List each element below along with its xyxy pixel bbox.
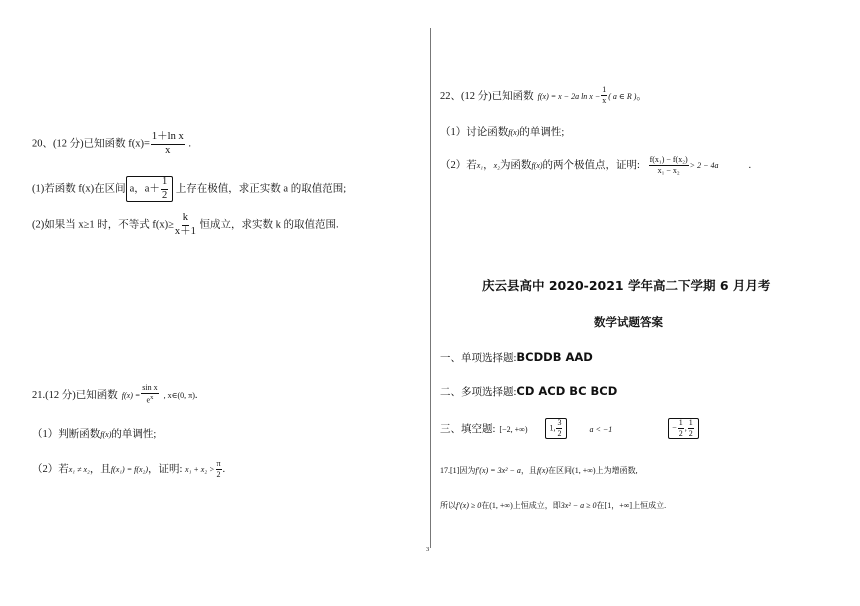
fill-blank-answer-4-frac2-num: 1 — [688, 418, 693, 427]
q21-part2-frac-num: π — [216, 459, 221, 468]
q20-part2-frac-den: x＋1 — [174, 225, 196, 237]
fill-blank-answer-4-frac1-den: 2 — [678, 429, 683, 438]
q17-line2-text-a: 所以 — [440, 501, 456, 510]
q20-prefix: 20、(12 分)已知函数 f(x)= — [32, 138, 150, 150]
q17-line1-fx: f(x) — [536, 466, 549, 475]
q17-line1-text-b: ，且 — [520, 466, 537, 475]
q22-part2-frac-num: f(x₁) − f(x₂) — [649, 155, 688, 164]
fill-blank-answer-2 — [545, 418, 567, 439]
column-divider — [430, 28, 431, 548]
fill-blank-answer-4-fraction-1 — [678, 419, 684, 438]
q20-part2-text-b: 恒成立，求实数 k 的取值范围. — [199, 219, 339, 231]
q22-part2-fraction — [649, 156, 689, 175]
q22-part2-end: . — [748, 159, 752, 171]
answer-title: 庆云县高中 2020-2021 学年高二下学期 6 月月考 — [482, 278, 771, 293]
q22-part1 — [440, 124, 564, 139]
q20-part1 — [32, 176, 346, 202]
q21-part2-text-a: （2）若 — [32, 463, 69, 475]
q21-part2-equation: f(x₁) = f(x₂) — [110, 464, 148, 474]
q22-frac-den: x — [602, 96, 607, 105]
fill-blank-answer-2-fraction — [556, 419, 562, 438]
fill-blank-answer-2-left: 1, — [549, 423, 556, 433]
q22-frac-num: 1 — [602, 85, 607, 94]
q20-part1-text-a: (1)若函数 f(x)在区间 — [32, 183, 126, 195]
q22-end: 。 — [636, 91, 647, 103]
q20-frac-denominator: x — [165, 144, 171, 156]
q20-part2-text-a: (2)如果当 x≥1 时，不等式 f(x)≥ — [32, 219, 174, 231]
q21-frac-num: sin x — [142, 383, 158, 392]
q21-part2-condition: x₁ ≠ x₂ — [68, 464, 90, 474]
q21-statement — [32, 384, 198, 405]
q22-part2-x2: x₂ — [493, 160, 500, 170]
q17-line1-derivative: f′(x) = 3x² − a — [475, 466, 521, 475]
q21-part1-text-b: 的单调性; — [111, 429, 157, 440]
q17-solution-line2 — [440, 500, 666, 511]
section-fill-blank-label: 三、填空题: — [440, 424, 496, 436]
q20-suffix: . — [188, 138, 191, 150]
q22-part2-x1: x₁ — [476, 160, 484, 170]
q22-part1-text-b: 的单调性; — [519, 127, 565, 138]
q22-statement — [440, 86, 647, 105]
q22-part2-separator: ， — [483, 159, 494, 171]
q21-function-lhs: f(x) = — [121, 391, 141, 400]
q20-interval-left: a，a＋ — [129, 183, 160, 195]
q17-line2-text-d: 在[1，+∞]上恒成立. — [596, 501, 667, 510]
page-number: 3 — [426, 546, 430, 553]
q21-domain: , x∈(0, π) — [163, 391, 195, 400]
q20-interval-bracket — [126, 176, 174, 202]
fill-blank-answer-2-frac-num: 3 — [557, 418, 562, 427]
q22-part2-text-a: （2）若 — [440, 159, 477, 171]
q17-line2-interval: (1, +∞) — [489, 501, 513, 510]
q22-function-lhs: f(x) = x − 2a ln x − — [537, 92, 601, 102]
section-multi-choice-answers: CD ACD BC BCD — [516, 384, 618, 398]
section-multi-choice-label: 二、多项选择题: — [440, 387, 517, 398]
q20-interval-fraction — [161, 177, 168, 201]
q17-line1-interval: (1, +∞) — [572, 466, 596, 475]
q17-line1-text-c: 在区间 — [548, 466, 573, 475]
q21-part1-fx: f(x) — [100, 430, 112, 439]
q22-part2-text-b: 为函数 — [499, 159, 532, 171]
q21-prefix: 21.(12 分)已知函数 — [32, 390, 118, 401]
q22-part1-fx: f(x) — [508, 128, 520, 137]
q21-end: . — [194, 390, 198, 401]
q21-part2-frac-den: 2 — [216, 470, 221, 479]
q21-part2-end: . — [222, 463, 226, 475]
fill-blank-answer-4-frac1-num: 1 — [678, 418, 683, 427]
q22-part1-text-a: （1）讨论函数 — [440, 127, 509, 138]
q17-line2-inequality-2: 3x² − a ≥ 0 — [560, 501, 597, 510]
q22-part2-text-c: 的两个极值点，证明: — [542, 159, 640, 171]
q20-frac-numerator: 1＋ln x — [151, 132, 185, 145]
q21-part2-text-b: ，且 — [89, 463, 111, 475]
fill-blank-answer-4-frac2-den: 2 — [688, 429, 693, 438]
fill-blank-answer-4: − $\frac{1}{2}$ , $\frac{1}{2}$ — [668, 418, 699, 439]
q21-part2-text-c: ，证明: — [147, 463, 183, 475]
q20-interval-frac-num: 1 — [161, 177, 168, 190]
q22-parameter: ( a ∈ R ) — [608, 92, 637, 102]
q21-part2 — [32, 460, 225, 479]
q21-part1 — [32, 426, 156, 441]
q21-part1-text-a: （1）判断函数 — [32, 429, 101, 440]
q21-part2-fraction — [216, 460, 222, 479]
q22-prefix: 22、(12 分)已知函数 — [440, 91, 534, 103]
answer-subtitle: 数学试题答案 — [594, 315, 663, 329]
q20-fraction — [151, 132, 185, 156]
q21-frac-den: e — [146, 395, 151, 405]
fill-blank-answer-2-frac-den: 2 — [557, 429, 562, 438]
q17-solution-line1 — [440, 465, 638, 476]
section-single-choice-label: 一、单项选择题: — [440, 353, 517, 364]
q21-part2-ineq-lhs: x₁ + x₂ > — [185, 464, 215, 474]
q22-part2-frac-den: x₁ − x₂ — [657, 166, 680, 175]
section-fill-blank — [440, 418, 699, 439]
q20-part2 — [32, 213, 339, 237]
section-multi-choice — [440, 382, 617, 400]
section-single-choice-answers: BCDDB AAD — [516, 350, 593, 364]
q21-fraction — [141, 384, 158, 405]
q20-part2-frac-num: k — [182, 213, 189, 226]
q22-part2-fx: f(x) — [531, 160, 543, 170]
q20-part2-fraction — [175, 213, 196, 237]
fill-blank-answer-3: a < −1 — [589, 425, 613, 435]
fill-blank-answer-1: [−2, +∞) — [499, 425, 528, 435]
q22-fraction — [601, 86, 607, 105]
q17-line1-text-d: 上为增函数, — [595, 466, 638, 475]
q20-interval-frac-den: 2 — [161, 189, 168, 201]
q17-line2-text-b: 在 — [481, 501, 490, 510]
q20-statement — [32, 132, 191, 156]
q22-part2 — [440, 156, 751, 175]
q17-line2-text-c: 上恒成立，即 — [512, 501, 561, 510]
q17-line2-inequality: f′(x) ≥ 0 — [456, 501, 482, 510]
q20-part1-text-b: 上存在极值，求正实数 a 的取值范围; — [175, 183, 347, 195]
q21-frac-den-sup: x — [150, 394, 154, 401]
fill-blank-answer-4-fraction-2 — [688, 419, 694, 438]
q17-line1-text-a: 17.[1]因为 — [440, 466, 476, 475]
section-single-choice — [440, 348, 593, 366]
q22-part2-rhs: > 2 − 4a — [689, 160, 719, 170]
